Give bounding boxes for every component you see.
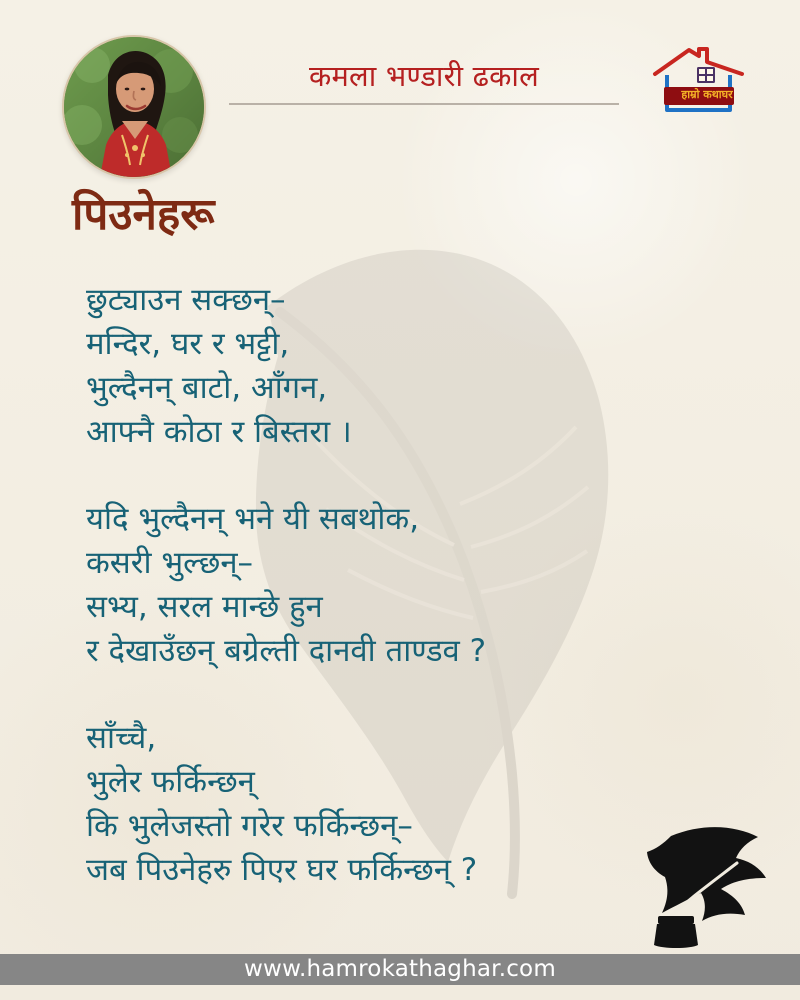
poem-line: र देखाउँछन् बग्रेल्ती दानवी ताण्डव ? xyxy=(86,633,487,669)
poem-line: सभ्य, सरल मान्छे हुन xyxy=(86,589,323,625)
author-photo xyxy=(62,35,206,179)
bottom-margin xyxy=(0,985,800,1000)
poem-line: कि भुलेजस्तो गरेर फर्किन्छन्– xyxy=(86,808,413,844)
footer-bar xyxy=(0,954,800,985)
author-name: कमला भण्डारी ढकाल xyxy=(309,59,539,93)
poem-line: मन्दिर, घर र भट्टी, xyxy=(86,326,290,362)
house-logo xyxy=(650,43,748,118)
poem-line: भुल्दैनन् बाटो, आँगन, xyxy=(86,370,328,406)
poem-line: भुलेर फर्किन्छन् xyxy=(86,764,255,800)
poem-line: छुट्याउन सक्छन्– xyxy=(86,282,286,318)
stanza-2 xyxy=(86,497,646,673)
poem-line: आफ्नै कोठा र बिस्तरा । xyxy=(86,414,352,450)
poem-line: यदि भुल्दैनन् भने यी सबथोक, xyxy=(86,501,420,537)
poem-title: पिउनेहरू xyxy=(72,189,215,240)
poem-body xyxy=(86,278,646,892)
stanza-1 xyxy=(86,278,646,454)
quill-ink-icon xyxy=(640,816,790,952)
stanza-3 xyxy=(86,716,646,892)
poem-line: जब पिउनेहरु पिएर घर फर्किन्छन् ? xyxy=(86,852,478,888)
poem-line: कसरी भुल्छन्– xyxy=(86,545,254,581)
logo-text: हाम्रो कथाघर xyxy=(681,88,733,101)
poem-line: साँच्चै, xyxy=(86,720,157,756)
website-link[interactable]: www.hamrokathaghar.com xyxy=(244,956,556,982)
author-divider xyxy=(229,103,619,105)
